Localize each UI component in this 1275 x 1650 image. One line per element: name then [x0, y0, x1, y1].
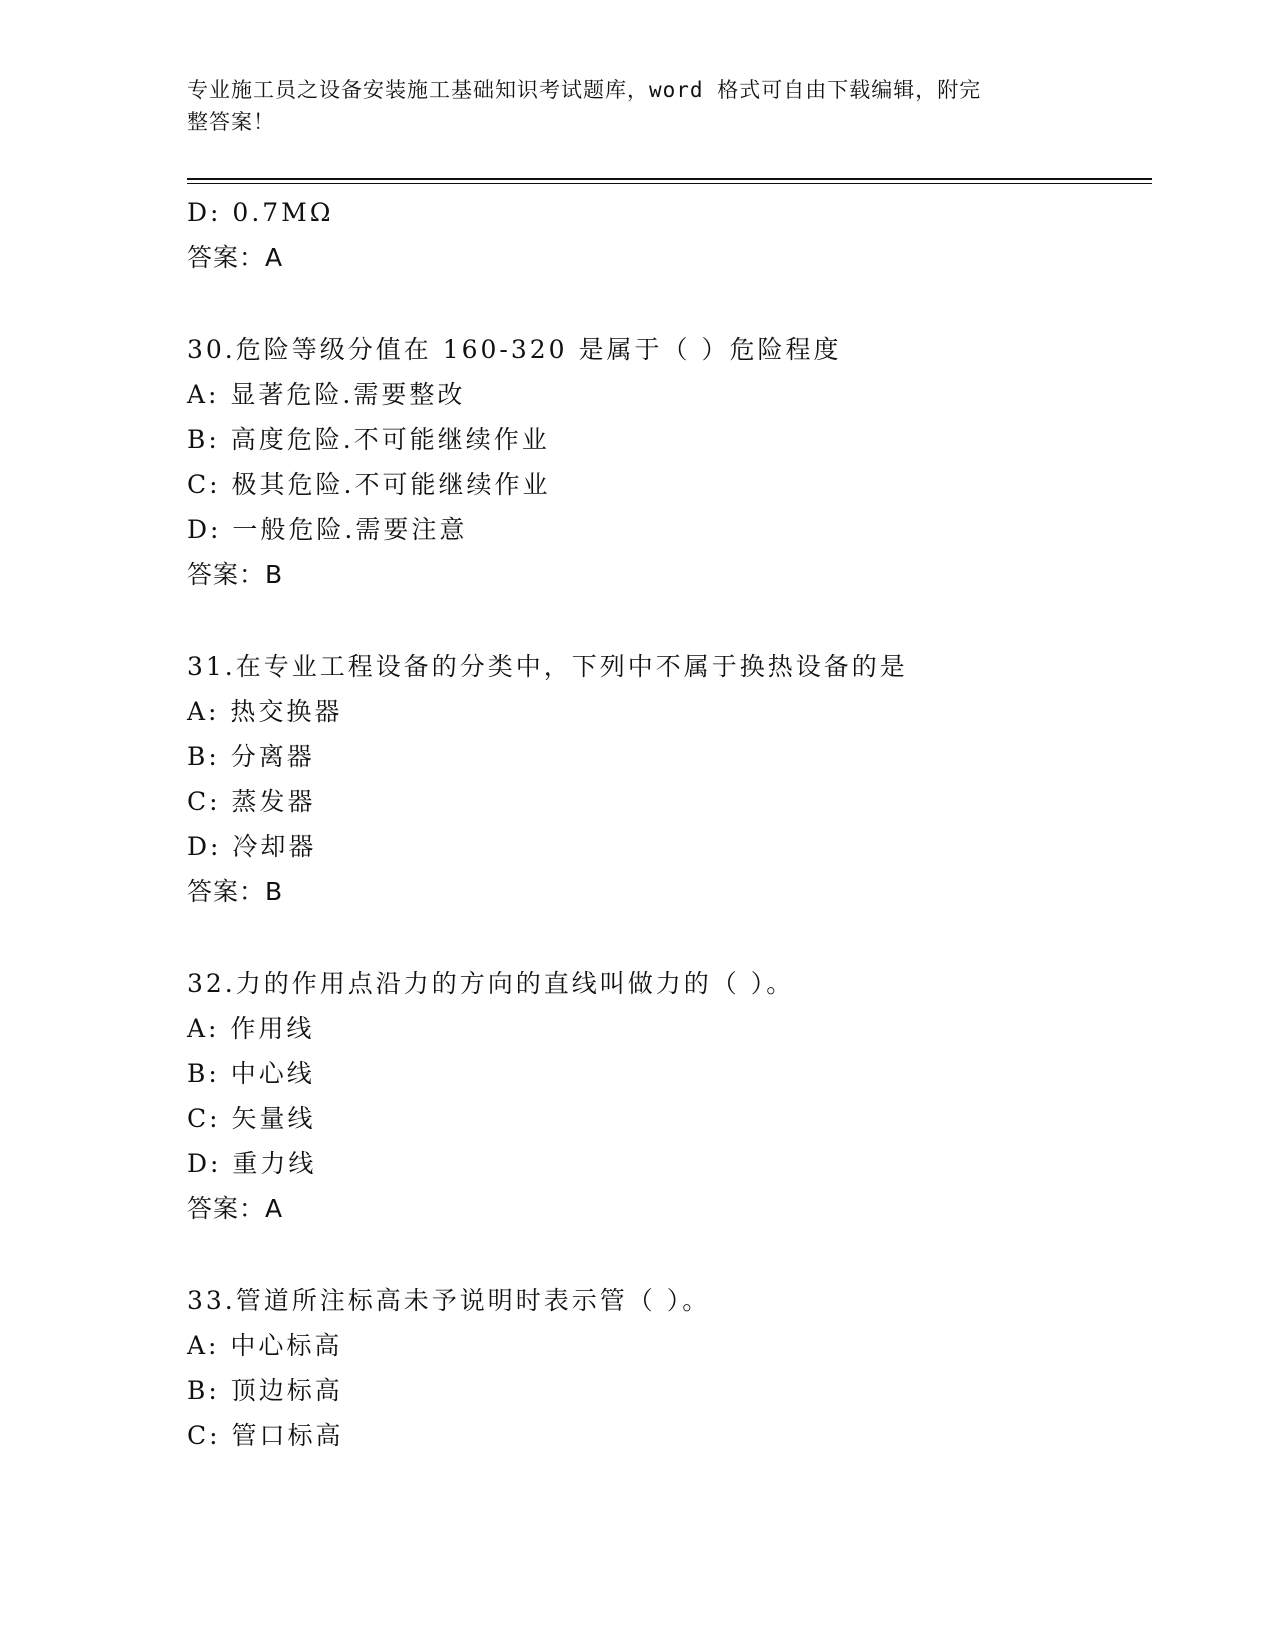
option-b: B: 分离器 [187, 742, 315, 771]
option-a: A: 中心标高 [187, 1331, 343, 1360]
option-d: D: 一般危险.需要注意 [187, 515, 468, 544]
spacer [187, 280, 1152, 327]
option-c: C: 极其危险.不可能继续作业 [187, 470, 551, 499]
question-text: 33.管道所注标高未予说明时表示管（ ）。 [187, 1286, 711, 1315]
header-line-2: 整答案！ [187, 110, 275, 134]
spacer [187, 597, 1152, 644]
option-b: B: 顶边标高 [187, 1376, 343, 1405]
question-block-30 [187, 327, 1152, 597]
answer-line: 答案：A [187, 1194, 284, 1223]
answer-line: 答案：B [187, 560, 284, 589]
option-b: B: 中心线 [187, 1059, 315, 1088]
question-block-32 [187, 961, 1152, 1231]
answer-line: 答案：B [187, 877, 284, 906]
question-block-31 [187, 644, 1152, 914]
option-a: A: 作用线 [187, 1014, 315, 1043]
question-list [187, 190, 1152, 1458]
option-d: D: 冷却器 [187, 832, 317, 861]
question-text: 32.力的作用点沿力的方向的直线叫做力的（ ）。 [187, 969, 795, 998]
document-header [187, 74, 1067, 138]
option-d: D: 重力线 [187, 1149, 317, 1178]
header-divider-thick [187, 178, 1152, 180]
option-c: C: 蒸发器 [187, 787, 316, 816]
header-line-1: 专业施工员之设备安装施工基础知识考试题库，word 格式可自由下载编辑，附完 [187, 78, 982, 102]
spacer [187, 1231, 1152, 1278]
spacer [187, 914, 1152, 961]
answer-line: 答案：A [187, 243, 284, 272]
option-d: D: 0.7MΩ [187, 198, 334, 227]
option-a: A: 显著危险.需要整改 [187, 380, 466, 409]
option-c: C: 矢量线 [187, 1104, 316, 1133]
question-block-29-partial [187, 190, 1152, 280]
question-text: 30.危险等级分值在 160-320 是属于（ ）危险程度 [187, 335, 842, 364]
option-b: B: 高度危险.不可能继续作业 [187, 425, 550, 454]
header-divider-thin [187, 183, 1152, 184]
question-block-33 [187, 1278, 1152, 1458]
option-c: C: 管口标高 [187, 1421, 344, 1450]
option-a: A: 热交换器 [187, 697, 343, 726]
question-text: 31.在专业工程设备的分类中，下列中不属于换热设备的是 [187, 652, 908, 681]
